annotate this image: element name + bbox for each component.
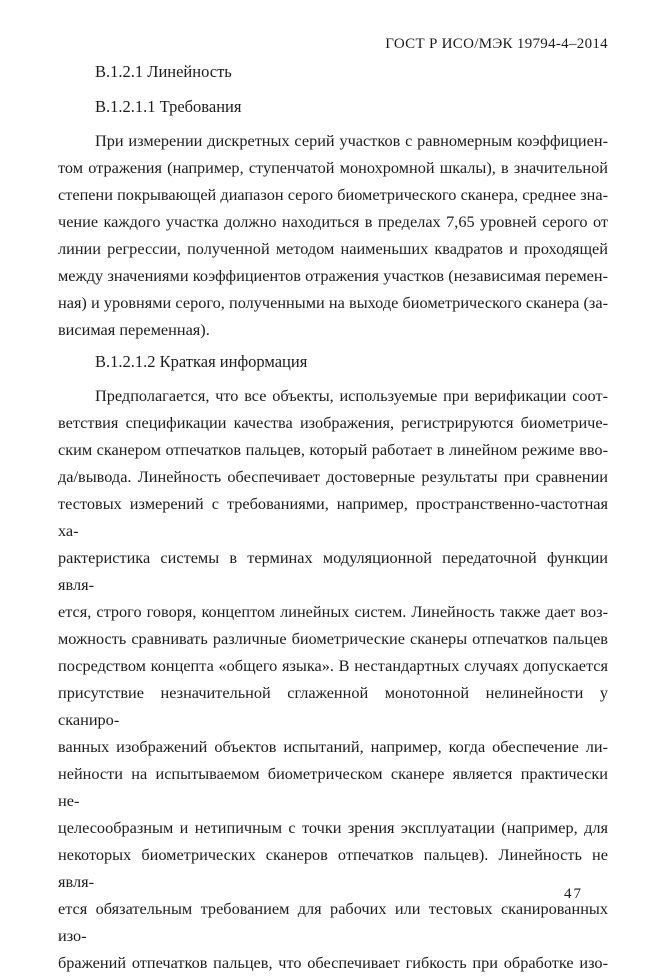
text-line: ванных изображений объектов испытаний, например, когда обеспечение ли-: [58, 737, 608, 756]
text-line: ная) и уровнями серого, полученными на выходе биометрического сканера (за-: [58, 293, 608, 312]
heading-summary: В.1.2.1.2 Краткая информация: [95, 352, 308, 371]
paragraph-requirements: [58, 127, 608, 343]
text-line: чение каждого участка должно находиться в пределах 7,65 уровней серого от: [58, 212, 608, 231]
text-line: можность сравнивать различные биометрические сканеры отпечатков пальцев: [58, 629, 608, 648]
page-number: 47: [564, 886, 583, 902]
heading-requirements: В.1.2.1.1 Требования: [95, 97, 242, 116]
text-line: ется обязательным требованием для рабочих или тестовых сканированных изо-: [58, 899, 608, 945]
text-line: присутствие незначительной сглаженной монотонной нелинейности у сканиро-: [58, 683, 608, 729]
text-line: Предполагается, что все объекты, используемые при верификации соот-: [95, 386, 608, 405]
text-line: рактеристика системы в терминах модуляционной передаточной функции явля-: [58, 548, 608, 594]
paragraph-summary: [58, 382, 608, 976]
text-line: некоторых биометрических сканеров отпечатков пальцев). Линейность не явля-: [58, 845, 608, 891]
heading-linearity: В.1.2.1 Линейность: [95, 62, 232, 81]
text-line: посредством концепта «общего языка». В нестандартных случаях допускается: [58, 656, 608, 675]
text-line: тестовых измерений с требованиями, например, пространственно-частотная ха-: [58, 494, 608, 540]
text-line: линии регрессии, полученной методом наименьших квадратов и проходящей: [58, 239, 608, 258]
text-line: ется, строго говоря, концептом линейных систем. Линейность также дает воз-: [58, 602, 608, 621]
text-line: висимая переменная).: [58, 320, 210, 339]
text-line: целесообразным и нетипичным с точки зрения эксплуатации (например, для: [58, 818, 608, 837]
text-line: При измерении дискретных серий участков с равномерным коэффициен-: [95, 131, 608, 150]
running-header: ГОСТ Р ИСО/МЭК 19794-4–2014: [385, 36, 608, 52]
text-line: бражений отпечатков пальцев, что обеспечивает гибкость при обработке изо-: [58, 953, 608, 972]
text-line: степени покрывающей диапазон серого биометрического сканера, среднее зна-: [58, 185, 608, 204]
text-line: нейности на испытываемом биометрическом сканере является практически не-: [58, 764, 608, 810]
text-line: том отражения (например, ступенчатой монохромной шкалы), в значительной: [58, 158, 608, 177]
text-line: между значениями коэффициентов отражения участков (независимая перемен-: [58, 266, 608, 285]
text-line: ветствия спецификации качества изображения, регистрируются биометриче-: [58, 413, 608, 432]
text-line: да/вывода. Линейность обеспечивает достоверные результаты при сравнении: [58, 467, 608, 486]
text-line: ским сканером отпечатков пальцев, который работает в линейном режиме вво-: [58, 440, 608, 459]
